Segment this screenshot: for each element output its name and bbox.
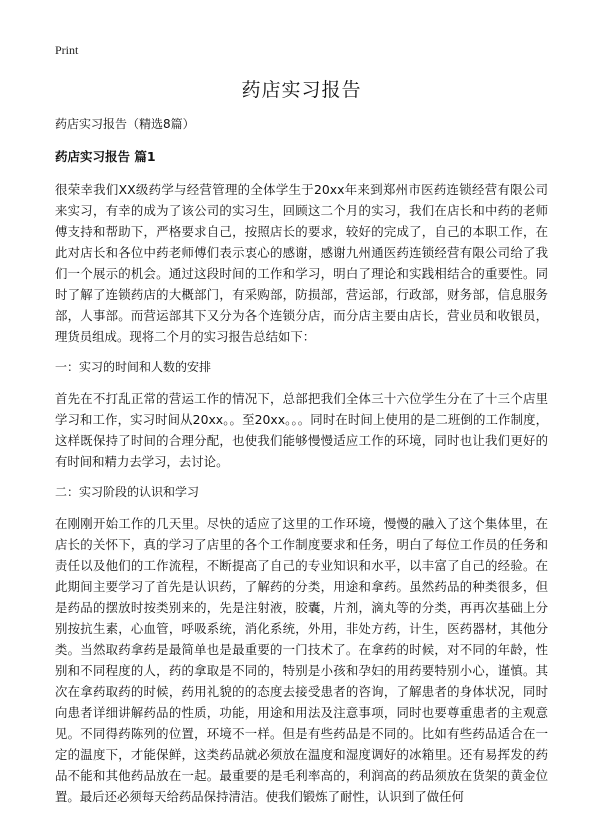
document-title: 药店实习报告 — [241, 79, 362, 101]
section-heading-time-arrangement: 一：实习的时间和人数的安排 — [55, 360, 212, 374]
body-paragraph-learning: 在刚刚开始工作的几天里。尽快的适应了这里的工作环境，慢慢的融入了这个集体里，在店长的关怀下，真的学习了店里的各个工作制度要求和任务，明白了每位工作员的任务和责任以及他们的工作流程，不断提高了自己的专业知识和水平，以丰富了自己的经验。在此期间主要学习了首先是认识药，了解药的分类，用途和拿药。虽然药品的种类很多，但是药品的摆放时按类别来的，先是注射液，胶囊，片剂，滴丸等的分类，再再次基础上分别按抗生素，心血管，呼吸系统，消化系统，外用，非处方药，计生，医药器材，其他分类。当然取药拿药是最简单也是最重要的一门技术了。在拿药的时候，对不同的年龄，性别和不同程度的人，药的拿取是不同的，特别是小孩和孕妇的用药要特别小心，谨慎。其次在拿药取药的时候，药用礼貌的的态度去接受患者的咨询，了解患者的身体状况，同时向患者详细讲解药品的性质，功能，用途和用法及注意事项，同时也要尊重患者的主观意见。不同得药陈列的位置，环境不一样。但是有些药品是不同的。比如有些药品适合在一定的温度下，才能保鲜，这类药品就必须放在温度和湿度调好的冰箱里。还有易挥发的药品不能和其他药品放在一起。最重要的是毛利率高的，利润高的药品须放在货架的黄金位置。最后还必须每天给药品保持清洁。使我们锻炼了耐性，认识到了做任何 — [55, 516, 548, 804]
body-paragraph-arrangement: 首先在不打乱正常的营运工作的情况下，总部把我们全体三十六位学生分在了十三个店里学习和工作，实习时间从20xx。。至20xx。。。同时在时间上使用的是二班倒的工作制度，这样既保持了时间的合理分配，也使我们能够慢慢适应工作的环境，同时也让我们更好的有时间和精力去学习，去讨论。 — [55, 391, 548, 469]
print-label: Print — [55, 43, 79, 57]
section-heading-learning: 二：实习阶段的认识和学习 — [55, 485, 200, 499]
section-title: 药店实习报告 篇1 — [55, 149, 156, 164]
body-paragraph-intro: 很荣幸我们XX级药学与经营管理的全体学生于20xx年来到郑州市医药连锁经营有限公司来实习，有幸的成为了该公司的实习生，回顾这二个月的实习，我们在店长和中药的老师傅支持和帮助下，严格要求自己，按照店长的要求，较好的完成了，自己的本职工作，在此对店长和各位中药老师傅们表示衷心的感谢，感谢九州通医药连锁经营有限公司给了我们一个展示的机会。通过这段时间的工作和学习，明白了理论和实践相结合的重要性。同时了解了连锁药店的大概部门，有采购部，防损部，营运部，行政部，财务部，信息服务部，人事部。而营运部其下又分为各个连锁分店，而分店主要由店长，营业员和收银员，理货员组成。现将二个月的实习报告总结如下： — [55, 182, 548, 344]
document-subtitle: 药店实习报告（精选8篇） — [55, 117, 195, 131]
